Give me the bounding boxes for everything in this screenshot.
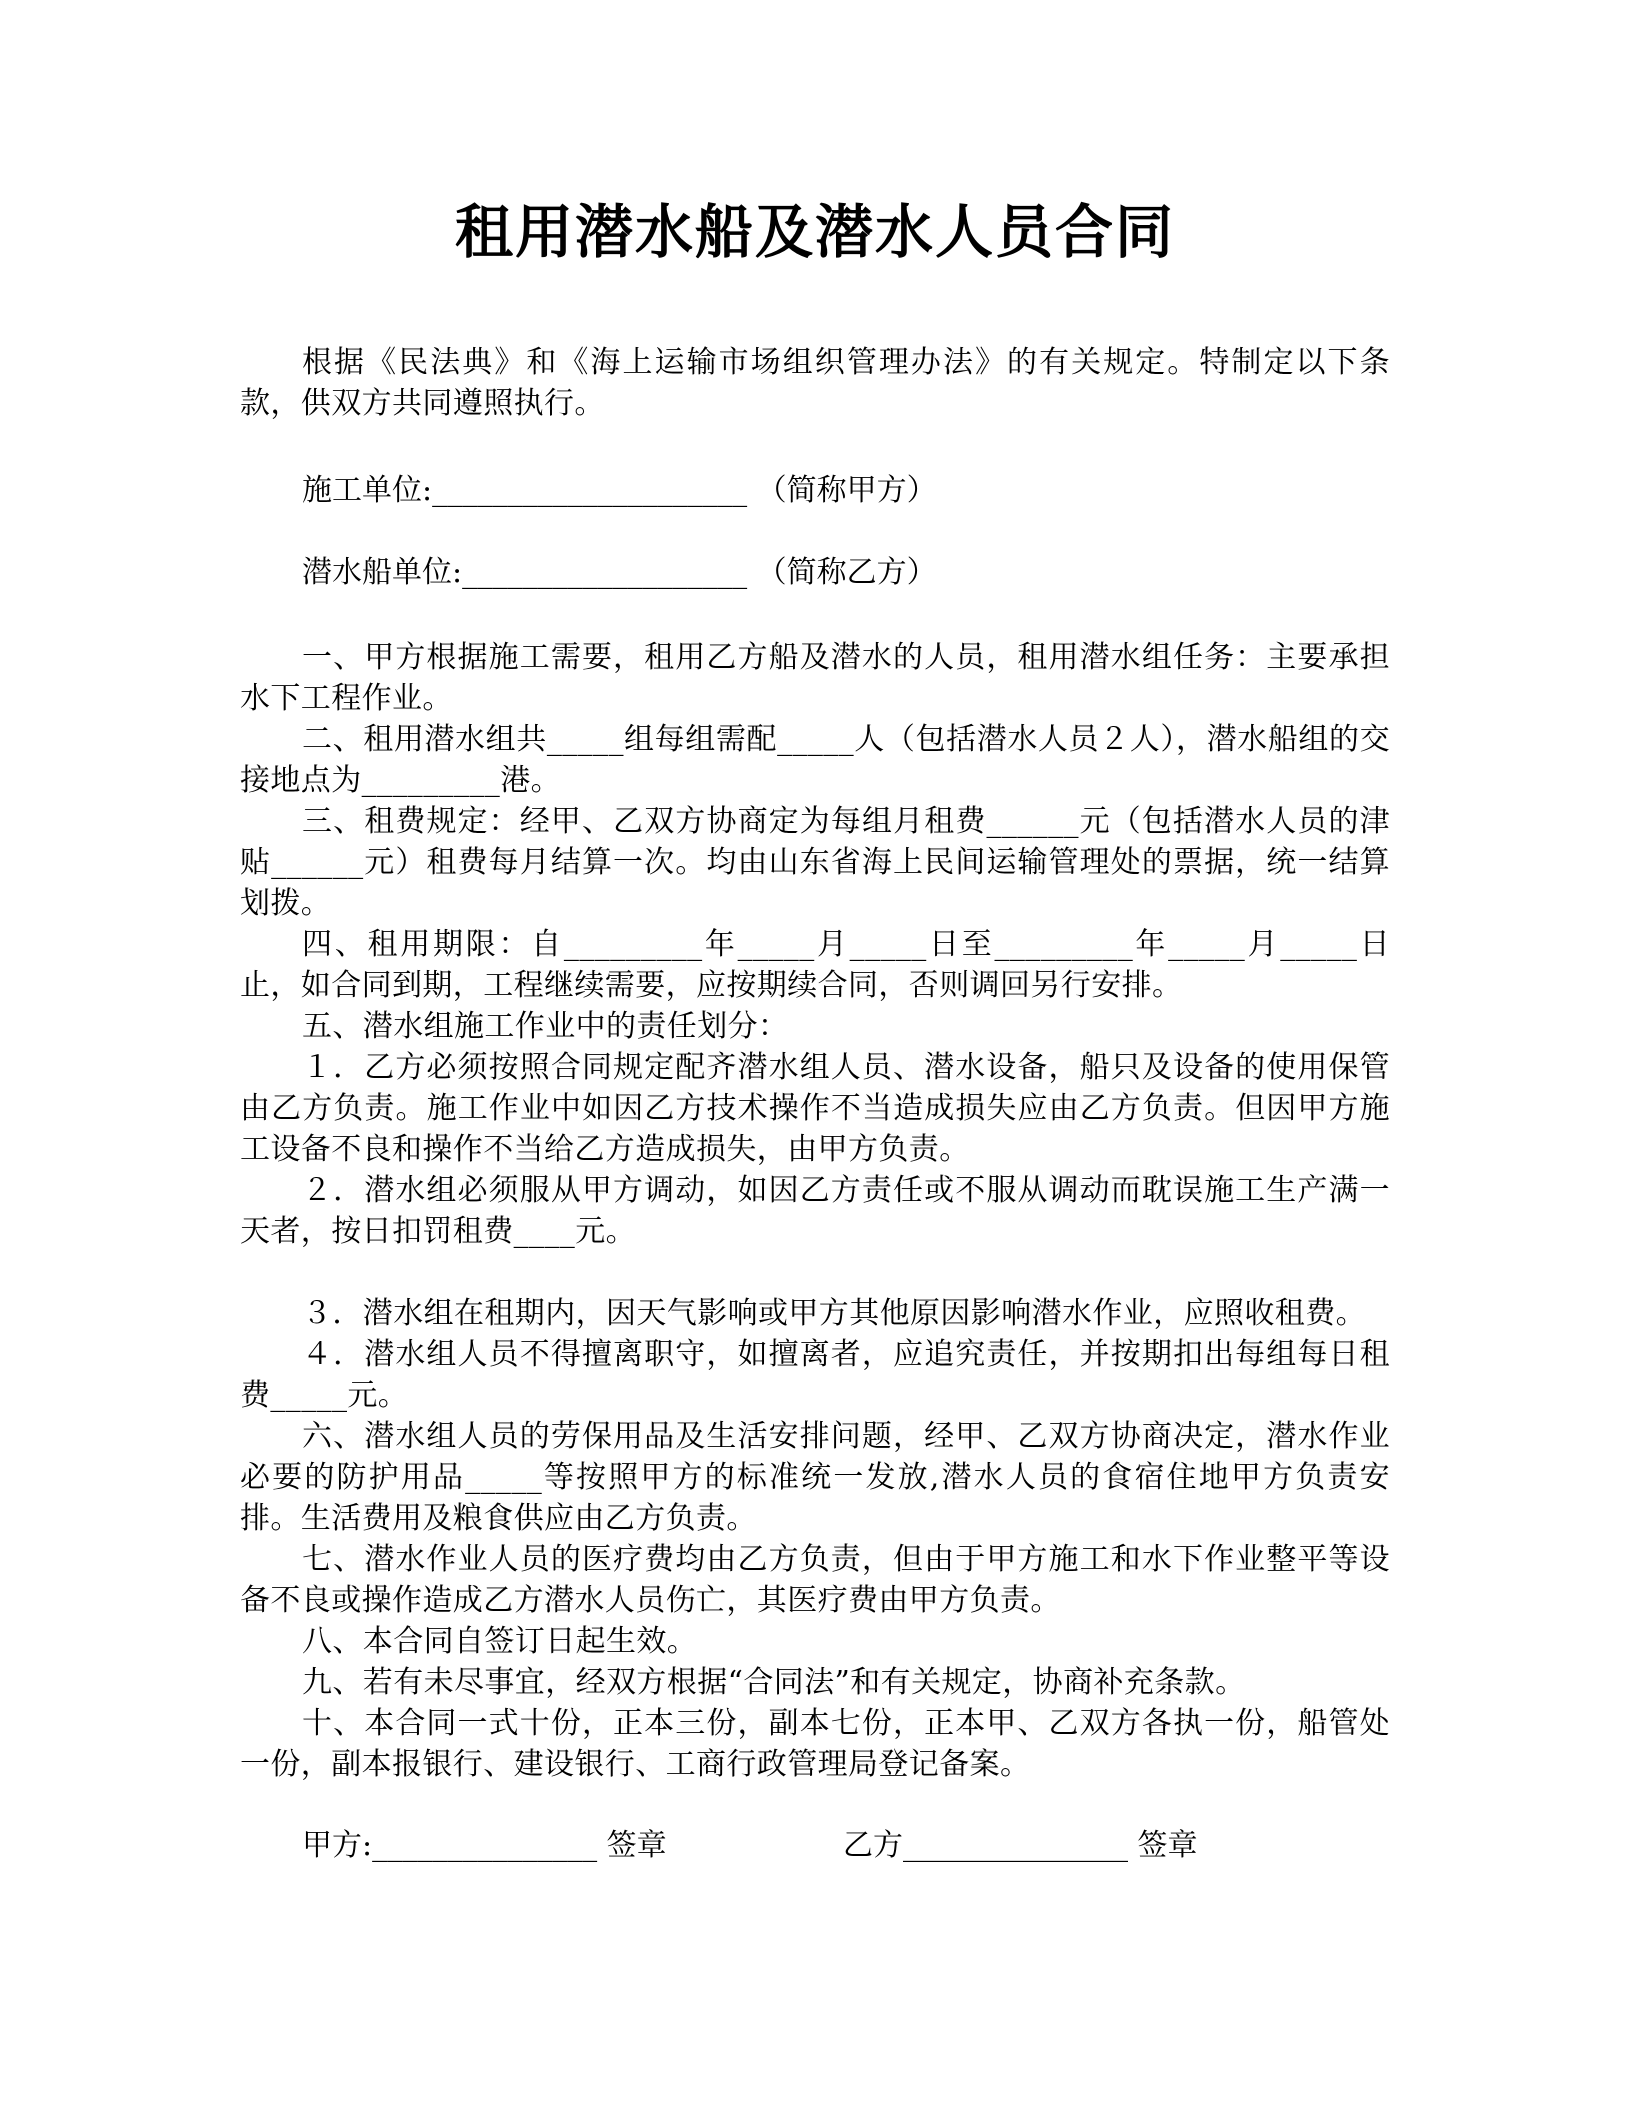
clause-5: 五、潜水组施工作业中的责任划分：	[302, 1009, 789, 1044]
clause-1: 一、甲方根据施工需要，租用乙方船及潜水的人员，租用潜水组任务：主要承担水下工程作业。	[240, 640, 1390, 716]
clause-10: 十、本合同一式十份，正本三份，副本七份，正本甲、乙双方各执一份，船管处一份，副本报银行、建设银行、工商行政管理局登记备案。	[240, 1706, 1390, 1782]
clause-5-1: １．乙方必须按照合同规定配齐潜水组人员、潜水设备，船只及设备的使用保管由乙方负责。施工作业中如因乙方技术操作不当造成损失应由乙方负责。但因甲方施工设备不良和操作不当给乙方造成损失，由甲方负责。	[240, 1050, 1390, 1167]
signature-party-a: 甲方:_______________ 签章	[302, 1828, 667, 1863]
page-title: 租用潜水船及潜水人员合同	[454, 198, 1175, 266]
clause-8: 八、本合同自签订日起生效。	[302, 1624, 698, 1659]
clause-4: 四、租用期限：自_________年_____月_____日至_________年_____月_____日止，如合同到期，工程继续需要，应按期续合同，否则调回另行安排。	[240, 927, 1390, 1003]
party-b-field: 潜水船单位:___________________ （简称乙方）	[302, 555, 937, 590]
intro-paragraph: 根据《民法典》和《海上运输市场组织管理办法》的有关规定。特制定以下条款，供双方共同遵照执行。	[240, 345, 1390, 421]
clause-5-2: ２．潜水组必须服从甲方调动，如因乙方责任或不服从调动而耽误施工生产满一天者，按日扣罚租费____元。	[240, 1173, 1390, 1249]
clause-9: 九、若有未尽事宜，经双方根据“合同法”和有关规定，协商补充条款。	[302, 1665, 1246, 1700]
clause-7: 七、潜水作业人员的医疗费均由乙方负责，但由于甲方施工和水下作业整平等设备不良或操作造成乙方潜水人员伤亡，其医疗费由甲方负责。	[240, 1542, 1390, 1618]
clause-5-3: ３．潜水组在租期内，因天气影响或甲方其他原因影响潜水作业，应照收租费。	[302, 1296, 1366, 1331]
clause-6: 六、潜水组人员的劳保用品及生活安排问题，经甲、乙双方协商决定，潜水作业必要的防护用品_____等按照甲方的标准统一发放,潜水人员的食宿住地甲方负责安排。生活费用及粮食供应由乙方负责。	[240, 1419, 1390, 1536]
clause-5-4: ４．潜水组人员不得擅离职守，如擅离者，应追究责任，并按期扣出每组每日租费_____元。	[240, 1337, 1390, 1413]
party-a-field: 施工单位:_____________________ （简称甲方）	[302, 473, 937, 508]
signature-party-b: 乙方_______________ 签章	[843, 1828, 1198, 1863]
contract-page	[240, 0, 1390, 2112]
clause-3: 三、租费规定：经甲、乙双方协商定为每组月租费______元（包括潜水人员的津贴______元）租费每月结算一次。均由山东省海上民间运输管理处的票据，统一结算划拨。	[240, 804, 1390, 921]
clause-2: 二、租用潜水组共_____组每组需配_____人（包括潜水人员２人），潜水船组的交接地点为_________港。	[240, 722, 1390, 798]
